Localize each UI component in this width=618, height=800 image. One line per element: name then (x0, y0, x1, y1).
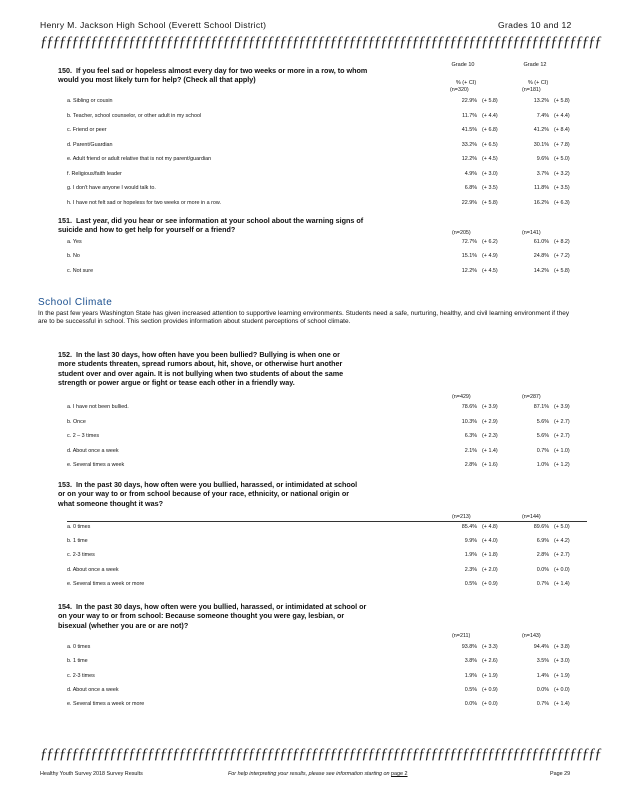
question-text: In the past 30 days, how often were you bullied, harassed, or intimidated at school or on your way to or from school: Because someone thought you were gay, lesbian, or bisexual (whether you are or are not)? (58, 602, 367, 630)
response-label: b. Once (67, 418, 86, 425)
question-153 (58, 480, 358, 508)
response-row (67, 185, 587, 195)
question-152 (58, 350, 354, 388)
grade12-percent: 3.7% (536, 170, 549, 177)
grade12-ci: (+ 8.2) (554, 239, 570, 245)
question-151 (58, 216, 368, 235)
q150-n-grade12: (n=181) (522, 87, 541, 93)
grade12-ci: (+ 2.7) (554, 418, 570, 425)
footer-decoration: ƒƒƒƒƒƒƒƒƒƒƒƒƒƒƒƒƒƒƒƒƒƒƒƒƒƒƒƒƒƒƒƒƒƒƒƒƒƒƒƒƒƒƒƒƒƒƒƒƒƒƒƒƒƒƒƒƒƒƒƒƒƒƒƒƒƒƒƒƒƒƒƒƒƒƒƒƒƒƒƒƒƒƒƒƒƒƒƒƒ (40, 746, 601, 762)
grade12-ci: (+ 1.0) (554, 447, 570, 454)
response-label: d. Parent/Guardian (67, 141, 113, 148)
grade10-percent: 9.9% (464, 538, 477, 545)
q153-n-grade12: (n=144) (522, 514, 541, 520)
grade10-percent: 72.7% (461, 239, 477, 245)
grade10-pct-ci-header: % (+ CI) (455, 80, 477, 86)
response-row (67, 701, 587, 711)
grade12-percent: 13.2% (533, 98, 549, 104)
grade12-percent: 61.0% (533, 239, 549, 245)
response-row (67, 448, 587, 458)
grade12-ci: (+ 7.8) (554, 141, 570, 148)
grade10-percent: 15.1% (461, 253, 477, 260)
grade12-ci: (+ 5.0) (554, 524, 570, 530)
grade10-percent: 4.9% (464, 170, 477, 177)
response-label: c. Not sure (67, 267, 94, 274)
footer-page-number: Page 29 (550, 771, 571, 777)
grade12-percent: 6.9% (536, 538, 549, 545)
question-number: 153. (58, 480, 72, 489)
grade10-ci: (+ 4.8) (482, 524, 498, 530)
response-row (67, 524, 587, 534)
response-row (67, 156, 587, 166)
response-row (67, 142, 587, 152)
response-label: b. Teacher, school counselor, or other adult in my school (67, 112, 202, 119)
grade12-ci: (+ 1.9) (554, 672, 570, 679)
grade12-percent: 11.8% (534, 185, 549, 192)
grade10-percent: 10.3% (461, 418, 477, 425)
response-label: f. Religious/faith leader (67, 170, 122, 177)
q153-divider-line (67, 521, 587, 522)
response-label: a. Yes (67, 239, 82, 245)
grade12-percent: 0.7% (536, 701, 549, 708)
response-row (67, 644, 587, 654)
grade10-percent: 12.2% (461, 267, 477, 274)
question-150 (58, 66, 374, 85)
response-label: e. Several times a week or more (67, 701, 145, 708)
grade12-ci: (+ 2.7) (554, 552, 570, 559)
q150-n-grade10: (n=320) (450, 87, 469, 93)
grade10-ci: (+ 5.8) (482, 199, 498, 206)
grade12-percent: 30.1% (533, 141, 549, 148)
header-decoration: ƒƒƒƒƒƒƒƒƒƒƒƒƒƒƒƒƒƒƒƒƒƒƒƒƒƒƒƒƒƒƒƒƒƒƒƒƒƒƒƒƒƒƒƒƒƒƒƒƒƒƒƒƒƒƒƒƒƒƒƒƒƒƒƒƒƒƒƒƒƒƒƒƒƒƒƒƒƒƒƒƒƒƒƒƒƒƒƒƒ (40, 34, 601, 50)
grade12-percent: 7.4% (536, 112, 549, 119)
grade10-ci: (+ 2.9) (482, 418, 498, 425)
section-title: School Climate (38, 297, 113, 308)
grade10-ci: (+ 6.8) (482, 127, 498, 134)
grade12-percent: 87.1% (533, 404, 549, 410)
grade10-ci: (+ 4.9) (482, 253, 498, 260)
grade10-ci: (+ 1.9) (482, 672, 498, 679)
question-154 (58, 602, 368, 630)
grade12-percent: 0.7% (536, 447, 549, 454)
footer-survey-title: Healthy Youth Survey 2018 Survey Results (40, 771, 143, 777)
grade12-ci: (+ 4.4) (554, 112, 570, 119)
grade10-percent: 78.6% (461, 404, 477, 410)
response-row (67, 268, 587, 278)
grade10-ci: (+ 2.3) (482, 433, 498, 439)
grade10-percent: 33.2% (461, 141, 477, 148)
grade12-column-header: Grade 12 (523, 62, 547, 68)
question-number: 152. (58, 350, 72, 359)
grade12-pct-ci-header: % (+ CI) (527, 80, 549, 86)
response-row (67, 462, 587, 472)
response-label: a. 0 times (67, 644, 91, 650)
response-label: c. Friend or peer (67, 127, 107, 134)
grade10-percent: 6.3% (464, 433, 477, 439)
response-row (67, 433, 587, 443)
grade10-percent: 3.8% (464, 658, 477, 665)
footer-help-text: For help interpreting your results, please see information starting on (228, 771, 390, 777)
grade12-ci: (+ 5.0) (554, 156, 570, 163)
grade10-ci: (+ 3.3) (482, 644, 498, 650)
grade12-percent: 0.0% (536, 566, 549, 573)
response-label: a. I have not been bullied. (67, 404, 129, 410)
report-header-grades: Grades 10 and 12 (498, 20, 572, 30)
response-row (67, 581, 587, 591)
grade10-ci: (+ 0.9) (482, 686, 498, 693)
response-label: a. 0 times (67, 524, 91, 530)
grade12-percent: 24.8% (533, 253, 549, 260)
question-number: 154. (58, 602, 72, 611)
response-row (67, 98, 587, 108)
grade12-ci: (+ 2.7) (554, 433, 570, 439)
response-row (67, 239, 587, 249)
grade10-ci: (+ 3.9) (482, 404, 498, 410)
response-label: c. 2-3 times (67, 552, 95, 559)
response-row (67, 200, 587, 210)
grade12-ci: (+ 5.8) (554, 267, 570, 274)
grade12-ci: (+ 1.4) (554, 701, 570, 708)
grade10-ci: (+ 3.0) (482, 170, 498, 177)
response-label: a. Sibling or cousin (67, 98, 113, 104)
grade10-ci: (+ 4.5) (482, 156, 498, 163)
grade12-ci: (+ 3.0) (554, 658, 570, 665)
response-row (67, 673, 587, 683)
grade10-ci: (+ 1.8) (482, 552, 498, 559)
grade12-percent: 9.6% (536, 156, 549, 163)
grade10-percent: 2.8% (464, 462, 477, 468)
grade12-ci: (+ 4.2) (554, 538, 570, 545)
response-label: b. 1 time (67, 538, 88, 545)
grade12-percent: 16.2% (533, 199, 549, 206)
grade12-percent: 94.4% (533, 644, 549, 650)
q151-n-grade12: (n=141) (522, 230, 541, 236)
grade10-percent: 0.5% (464, 580, 477, 587)
grade12-ci: (+ 3.2) (554, 170, 570, 177)
response-row (67, 419, 587, 429)
response-row (67, 658, 587, 668)
response-label: c. 2 – 3 times (67, 433, 100, 439)
question-text: If you feel sad or hopeless almost every day for two weeks or more in a row, to whom would you most likely turn for help? (Check all that apply) (58, 66, 368, 85)
grade12-ci: (+ 0.0) (554, 566, 570, 573)
footer-page-link[interactable]: page 2 (391, 771, 408, 777)
response-row (67, 687, 587, 697)
grade12-percent: 41.2% (533, 127, 549, 134)
response-label: d. About once a week (67, 686, 119, 693)
grade10-ci: (+ 2.0) (482, 566, 498, 573)
grade10-ci: (+ 6.5) (482, 141, 498, 148)
grade12-percent: 89.6% (533, 524, 549, 530)
grade10-ci: (+ 0.9) (482, 580, 498, 587)
q153-n-grade10: (n=213) (452, 514, 471, 520)
response-label: d. About once a week (67, 566, 119, 573)
grade10-percent: 85.4% (461, 524, 477, 530)
response-label: e. Several times a week or more (67, 580, 145, 587)
response-label: b. No (67, 253, 80, 260)
grade10-percent: 1.9% (464, 552, 477, 559)
grade10-ci: (+ 5.8) (482, 98, 498, 104)
question-text: Last year, did you hear or see information at your school about the warning signs of suicide and how to get help for yourself or a friend? (58, 216, 364, 235)
grade10-percent: 93.8% (461, 644, 477, 650)
grade12-percent: 5.6% (536, 418, 549, 425)
grade12-ci: (+ 3.9) (554, 404, 570, 410)
grade10-percent: 0.0% (464, 701, 477, 708)
grade12-percent: 3.5% (536, 658, 549, 665)
response-row (67, 538, 587, 548)
grade10-percent: 22.9% (461, 199, 477, 206)
grade12-ci: (+ 8.4) (554, 127, 570, 134)
grade12-percent: 2.8% (536, 552, 549, 559)
response-label: h. I have not felt sad or hopeless for two weeks or more in a row. (67, 199, 222, 206)
grade10-ci: (+ 0.0) (482, 701, 498, 708)
grade10-ci: (+ 2.6) (482, 658, 498, 665)
question-number: 150. (58, 66, 72, 75)
grade12-percent: 0.0% (536, 686, 549, 693)
question-text: In the last 30 days, how often have you been bullied? Bullying is when one or more students threaten, spread rumors about, hit, shove, or otherwise hurt another student over and over again. It is not bullying when two students of about the same strength or power argue or fight or tease each other in a friendly way. (58, 350, 344, 388)
grade12-ci: (+ 0.0) (554, 686, 570, 693)
q152-n-grade10: (n=429) (452, 394, 471, 400)
grade10-percent: 2.1% (464, 447, 477, 454)
q154-n-grade10: (n=211) (452, 633, 471, 639)
grade12-percent: 0.7% (536, 580, 549, 587)
grade12-ci: (+ 1.4) (554, 580, 570, 587)
response-row (67, 127, 587, 137)
grade10-percent: 12.2% (461, 156, 477, 163)
response-row (67, 404, 587, 414)
section-intro: In the past few years Washington State has given increased attention to supportive learning environments. Students need a safe, nurturing, healthy, and civil learning environment if they are to be successful in school. This section provides information about student perceptions of school climate. (38, 310, 570, 326)
response-label: g. I don't have anyone I would talk to. (67, 185, 156, 192)
grade12-ci: (+ 5.8) (554, 98, 570, 104)
grade12-percent: 14.2% (533, 267, 549, 274)
grade10-ci: (+ 6.2) (482, 239, 498, 245)
question-text: In the past 30 days, how often were you bullied, harassed, or intimidated at school or on your way to or from school because of your race, ethnicity, or national origin or what someone thought it was? (58, 480, 358, 508)
response-label: d. About once a week (67, 447, 119, 454)
footer-help-note (228, 771, 408, 777)
response-row (67, 567, 587, 577)
response-label: e. Several times a week (67, 462, 125, 468)
grade10-percent: 41.5% (461, 127, 477, 134)
grade12-percent: 1.4% (536, 672, 549, 679)
q154-n-grade12: (n=143) (522, 633, 541, 639)
grade10-percent: 1.9% (464, 672, 477, 679)
grade12-ci: (+ 7.2) (554, 253, 570, 260)
response-row (67, 552, 587, 562)
report-header-school: Henry M. Jackson High School (Everett School District) (40, 20, 267, 30)
grade12-ci: (+ 6.3) (554, 199, 570, 206)
grade10-ci: (+ 4.4) (482, 112, 498, 119)
response-label: c. 2-3 times (67, 672, 95, 679)
question-number: 151. (58, 216, 72, 225)
grade12-ci: (+ 3.8) (554, 644, 570, 650)
grade10-percent: 2.3% (464, 566, 477, 573)
q152-n-grade12: (n=287) (522, 394, 541, 400)
grade12-ci: (+ 1.2) (554, 462, 570, 468)
grade10-percent: 11.7% (462, 112, 477, 119)
grade10-percent: 0.5% (464, 686, 477, 693)
grade10-ci: (+ 3.5) (482, 185, 498, 192)
grade12-percent: 5.6% (536, 433, 549, 439)
q151-n-grade10: (n=205) (452, 230, 471, 236)
grade10-ci: (+ 1.4) (482, 447, 498, 454)
response-label: b. 1 time (67, 658, 88, 665)
response-label: e. Adult friend or adult relative that is not my parent/guardian (67, 156, 212, 163)
grade10-ci: (+ 4.5) (482, 267, 498, 274)
grade12-ci: (+ 3.5) (554, 185, 570, 192)
grade10-percent: 22.9% (461, 98, 477, 104)
response-row (67, 253, 587, 263)
grade10-ci: (+ 4.0) (482, 538, 498, 545)
response-row (67, 113, 587, 123)
grade12-percent: 1.0% (536, 462, 549, 468)
grade10-column-header: Grade 10 (451, 62, 475, 68)
grade10-ci: (+ 1.6) (482, 462, 498, 468)
grade10-percent: 6.8% (464, 185, 477, 192)
response-row (67, 171, 587, 181)
